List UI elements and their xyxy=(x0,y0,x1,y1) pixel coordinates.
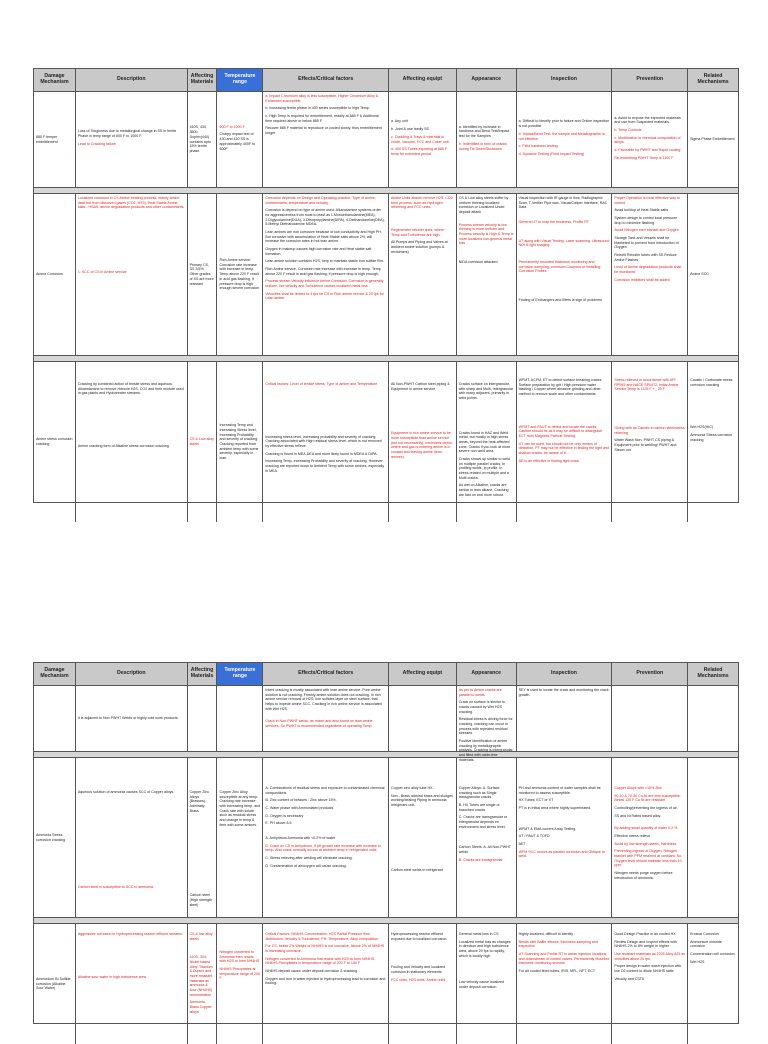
mechanism-name: Amine Corrosion xyxy=(34,194,76,355)
text-line: Retrofit Reboiler tubes with SS Reduce Amine Flashes xyxy=(614,253,677,262)
effects-cell xyxy=(263,92,389,187)
equipment-cell xyxy=(389,362,457,522)
text-line: Oxygen and Iron in water injected to Hydroprocessing lead to corrosion and fouling. xyxy=(265,976,386,986)
text-line: All Non-PWHT Carbon steel piping & Equipment in amine service xyxy=(390,382,450,391)
appearance-cell xyxy=(457,686,517,762)
text-line: Carbon steel welds in refrigerant xyxy=(390,867,443,872)
text-line: NH4HS deposit cause under deposit corrosion & cracking. xyxy=(265,969,359,974)
text-line: Cracking is found in MEA,DEA and more likely found in MDEA & DIPA. xyxy=(265,451,378,456)
appearance-cell xyxy=(457,362,517,522)
text-line: Regenerator reboiler lines, where Temp and Turbulence are high. xyxy=(390,228,445,237)
text-line: General metal loss in CS xyxy=(458,932,499,936)
header-affecting-equipt: Affecting equipt xyxy=(389,663,457,685)
text-line: Low velocity cause localized under deposit corrosion. xyxy=(458,980,504,990)
text-line: NIDA corrosion attacked xyxy=(458,260,498,265)
inspection-cell xyxy=(517,92,613,187)
text-line: UT along with Visual Testing. Laser scanning. Ultrasound NDI & light imaging xyxy=(518,238,610,248)
text-line: c. Modification in chemical composition of alloys xyxy=(614,135,681,145)
text-line: Lean amines are non corrosive because of low conductivity and High PH. But corrosive with accumulation of Heat Stable salts above 2%, will increase the corrosion rates in hot lean amine. xyxy=(265,230,382,244)
text-line: Carbon steel (High strength steel) xyxy=(189,893,213,907)
text-line: Copper Zinc Alloys (Brasses), Admiralty Brass xyxy=(189,790,210,813)
text-line: Preventing ingress of Oxygen. Nitrogen blanket with PPM retained at constant. So, Oxygen level should maintain less than 10 ppm xyxy=(614,849,683,868)
text-line: E. PH above 8.5 xyxy=(265,821,292,826)
text-line: WFM SCC occurs as parallel corrosion and Oblique to weld. xyxy=(518,849,605,859)
materials-cell xyxy=(188,686,218,751)
temperature-cell xyxy=(217,924,263,1044)
text-line: Caustic / Carbonate stress corrosion cracking xyxy=(690,378,733,387)
text-line: D. Contamination of air/oxygen will cause cracking. xyxy=(265,863,347,868)
temperature-cell xyxy=(217,758,263,917)
effects-cell xyxy=(263,924,389,1044)
text-line: Copper Alloys: A. Surface cracking such as Single transgranular cracks xyxy=(458,786,500,800)
text-line: Critical Factors: NH4HS Concentration, H2S Partial Pressure flow distribution, Velocity & Turbulence, PH, Temperature, Alloy composition xyxy=(265,932,379,941)
text-line: Recover 885 F material to reproduce or cooled slowly, thus embrittlement longer xyxy=(265,126,382,136)
header-inspection: Inspection xyxy=(517,663,613,685)
table-row xyxy=(34,194,738,356)
text-line: d. Favorable by PWHT and Rapid cooling xyxy=(614,148,681,152)
text-line: B. HX Tubes are single or branched cracks xyxy=(458,803,500,812)
text-line: For CS, below 2% Weight of NH4HS is not corrosive, Above 2% of NH4HS is increasing corrosive. xyxy=(265,944,385,954)
text-line: For air cooled fined tubes, IRIS, MFL, NFT, ECT xyxy=(518,969,596,974)
temperature-cell xyxy=(217,686,263,751)
text-line: AET xyxy=(518,842,526,847)
related-cell xyxy=(688,924,738,1044)
text-line: CS & Low alloy steels suffer by uniform thinning localized corrosion or Localized Under deposit attack xyxy=(458,196,509,215)
text-line: Wet H2S(HIC) xyxy=(690,425,714,430)
text-line: C. Water phase with Ammoniated products xyxy=(265,806,334,811)
related-cell: Sigma Phase Embrittlement xyxy=(690,137,735,142)
text-line: All Pumps and Piping and Valves at ambient amine solution (pumps & reclaimers) xyxy=(390,240,448,254)
header-prevention: Prevention xyxy=(612,69,688,91)
header-prevention: Prevention xyxy=(612,663,688,685)
temperature-cell xyxy=(217,92,263,187)
table-row xyxy=(34,362,738,522)
text-line: Nitrogen converted to Ammonia that reacts with H2S to form NH4HS. NH4HS Precipitates in temperature range of 200 F to 150 F xyxy=(265,956,376,966)
table-row xyxy=(34,924,738,1044)
related-cell xyxy=(688,758,738,917)
text-line: FCC units, H2S units, Amine units. xyxy=(390,977,447,982)
text-line: Good Design Practice in air cooled HX xyxy=(614,932,676,936)
text-line: Positive identification of amine cracking by metallographic analysis. Cracking is intergranular and filled with oxide-free materials. xyxy=(458,739,513,762)
mechanism-name: Ammonium Bi-Sulfide corrosion (Alkaline Sour Water) xyxy=(34,924,76,1044)
text-line: Amine Units absorb remove H2S, CO2 from process, such as Hydrogen reforming and FCC units. xyxy=(390,196,453,210)
header-effects: Effects/Critical factors xyxy=(263,69,389,91)
header-affecting-materials: Affecting Materials xyxy=(188,69,218,91)
related-cell: Amine SCC xyxy=(690,272,709,277)
text-line: Highly localized, difficult to identify xyxy=(518,932,574,936)
text-line: CS & low alloy steels xyxy=(189,932,213,941)
text-line: Localized corrosion in CS Amine treating process, mainly amine itself but from dissolved gases (CO2, H2S), Heat Stable Amine salts - HSAS, amine degradation products and other contaminants. xyxy=(77,196,185,210)
table-header xyxy=(34,663,738,686)
text-line: WFMT & EMA current Array Testing. xyxy=(518,826,577,831)
text-line: b. Increasing ferrite phase in 400 series susceptible to high Temp. xyxy=(265,106,370,111)
text-line: Velocities shall be limited to 3 fps for CS in Rich amine service & 20 fps for Lean amine. xyxy=(265,291,384,301)
effects-cell xyxy=(263,758,389,917)
text-line: Non - Brass admiral brass and sludges working/dealing Piping in ammonia refrigerant unit. xyxy=(390,793,453,808)
materials-cell: Primary CS, SS 2/5%, Other grades of SS are more resistant xyxy=(188,194,218,355)
text-line: Aggressive corrosion in Hydroprocessing reactor effluent streams. xyxy=(77,932,183,936)
text-line: Avoid by low strength steels, Hardness. xyxy=(614,841,678,846)
text-line: A. Anhydrous Ammonia with <0.2% of water xyxy=(265,836,336,841)
description-cell: It is adjacent to Non PWHT Welds or highly cold work products. xyxy=(76,686,188,751)
text-line: SS and Ni Rated based alloy. xyxy=(614,813,662,818)
prevention-cell xyxy=(612,362,688,522)
text-line: Review Design and Inspect effects with NH4HS 2% to 8% weight in higher. xyxy=(614,939,677,949)
table-row xyxy=(34,92,738,188)
text-line: Intent cracking is mostly associated with lean amine service. Pure amine solution is not cracking, Freshly amine solution does not cracking. In rich amine service removal of H2S, iron sulfides layer on steel surface, that helps to impede amine SCC. Cracking in rich amine service is associated with Wet H2S. xyxy=(265,688,382,711)
equipment-cell xyxy=(389,686,457,751)
text-line: Process stream Velocity influence Amine Corrosion. Corrosion is generally uniform, but velocity and Turbulence causes localized metal loss. xyxy=(265,279,384,289)
text-line: Aqueous solution of ammonia causes SCC of Copper alloys. xyxy=(77,790,175,794)
header-appearance: Appearance xyxy=(457,69,517,91)
text-line: Rich Amine service, Corrosion rate increase with increase in temp. Temp above 220 F result in acid gas flashing, if pressure drop is high enough. xyxy=(265,267,381,276)
header-temperature-range: Temperature range xyxy=(217,663,263,685)
text-line: CS & Low alloy steels xyxy=(189,437,214,446)
text-line: Increasing stress level, increasing probability and severity of cracking. Cracking associated with High residual stress level, which is not removed by effective stress relieve. xyxy=(265,434,382,449)
text-line: 90-10 & 70-30 Cu-Ni are less susceptible. Below 130 F Cu Ni are resistant xyxy=(614,793,681,803)
text-line: Stress relieved in accordance with API RP945 and NACE SP0472. Initial Amine Service Temp is 1125 F +_ 25 F xyxy=(614,378,679,392)
text-line: c. High Temp is required for embrittlement, readily at 885 F & Additional time required above or below 885 F xyxy=(265,114,379,123)
text-line: B. Cracks are transgranular xyxy=(458,857,503,862)
sheet-page-2 xyxy=(33,662,739,1024)
mechanism-name: Ammonia Stress corrosion cracking xyxy=(34,758,76,917)
prevention-cell xyxy=(612,758,688,917)
inspection-cell xyxy=(517,362,613,522)
inspection-cell xyxy=(517,194,613,355)
text-line: Water Wash Non- PWHT CS piping & Equipment prior to welding/ PWHT and Steam out xyxy=(614,438,677,452)
text-line: a. Identified by increase in hardness and Bend Test/Impact test for the Samples xyxy=(458,124,510,139)
table-header xyxy=(34,69,738,92)
text-line: b. Impact/Bend Test, the sample and Metallographic is not effective xyxy=(518,131,605,141)
text-line: Permanently mounted thickness monitoring and corrosion sampling, corrosion Coupons or Installing Corrosion Probes xyxy=(518,260,601,274)
appearance-cell xyxy=(457,194,517,355)
text-line: Carbon steel is susceptible to SCC in ammonia. xyxy=(77,884,154,889)
text-line: Ammonia Brass Copper alloys xyxy=(189,1000,212,1014)
text-line: General UT to map the thickness, Profile RT xyxy=(518,220,589,225)
text-line: d. 400 SS Tubes exposing at 885 F temp for extended period xyxy=(390,147,448,156)
text-line: Lean amine solution contains H2S, help to maintain stable iron sulfide film. xyxy=(265,259,384,264)
text-line: Crack in Non-PWHT welds, as mixed and also found on lean amine services. So PWHT is recommended regardless of operating Temp. xyxy=(265,719,373,729)
materials-cell xyxy=(188,362,218,522)
related-cell xyxy=(688,686,738,751)
text-line: b. Temp Controls xyxy=(614,127,642,132)
text-line: Nitrogen needs purge oxygen before introduction of ammonia. xyxy=(614,871,673,880)
header-effects: Effects/Critical factors xyxy=(263,663,389,685)
text-line: d. Dynamic Testing (Field Impact Testing) xyxy=(518,151,585,156)
text-line: Residual stress is driving force for cracking, cracking can occur in process with repeated residual stresses. xyxy=(458,717,513,736)
text-line: UT Scanning and Profile RT in areas injection locations and downstream of control valves, Permanently Mounted thickness monitoring sensors xyxy=(518,952,610,966)
text-line: Hydroprocessing reactor effluent exposed due to localized corrosion. xyxy=(390,932,448,941)
header-damage-mechanism: Damage Mechanism xyxy=(34,69,76,91)
text-line: Wet H2S xyxy=(690,959,705,964)
inspection-cell xyxy=(517,758,613,917)
text-line: By adding small quantity of water 0.2 % xyxy=(614,826,678,831)
text-line: B. Zinc content of brasses : Zinc above 15%. xyxy=(265,798,337,803)
text-line: Controlling/preventing the ingress of air. xyxy=(614,806,678,811)
description-cell xyxy=(76,362,188,522)
text-line: Use resistant materials as 2205 Alloy 825 as velocities about 20 fps xyxy=(614,952,686,961)
text-line: UT can be used, but should not be only means of detection. PT may not be effective in finding the tight and shallow cracks, be aware of it. xyxy=(518,441,609,456)
text-line: Re-embrittling PWHT Temp is 1100 F xyxy=(614,155,674,160)
text-line: Lead to Cracking failure xyxy=(77,141,116,146)
equipment-cell xyxy=(389,924,457,1044)
text-line: B. Crack on CS in Anhydrous, if pH growth rate increase with increase in temp, Also crack normally occurs at ambient temp in refrigerated units. xyxy=(265,843,381,853)
text-line: C. Cracks are transgranular or intergranular depends on environment and stress level. xyxy=(458,815,508,829)
header-temperature-range: Temperature range xyxy=(217,69,263,91)
text-line: Storage Tank and Vessels shall be blanketed to prevent from introduction of Oxygen xyxy=(614,236,679,250)
text-line: As per to Amine cracks are parallel to welds xyxy=(458,688,502,697)
equipment-cell xyxy=(389,92,457,187)
text-line: System design to control local pressure drop to minimize flashing xyxy=(614,216,678,225)
text-line: Cracks surface on intergranular, with sharp and Multi, Intergranular with many adjacent, primarily in weld points. xyxy=(458,382,514,401)
text-line: Concentration cell corrosion xyxy=(690,952,735,957)
header-appearance: Appearance xyxy=(457,663,517,685)
header-inspection: Inspection xyxy=(517,69,613,91)
table-row xyxy=(34,758,738,918)
text-line: NH4HS Precipitates at temperature range of 200 F xyxy=(219,967,261,981)
header-damage-mechanism: Damage Mechanism xyxy=(34,663,76,685)
header-related-mechanisms: Related Mechanisms xyxy=(697,667,729,679)
text-line: Bends with Baffle elbows, thickness sampling and inspection xyxy=(518,939,598,949)
text-line: Charpy impact test of 430 and 410 SS is approximately 400F to 600F xyxy=(219,132,256,151)
text-line: Cracks shows up similar to weld on multiple parallel cracks, In profiling welds, Ip profile, In stress-related on multiple and a Multi cracks. xyxy=(458,457,510,480)
text-line: PT is in Initial area where highly superheated. xyxy=(518,806,592,811)
text-line: Nitrogen converted to Ammonia then reacts with H2S to form NH4HS xyxy=(219,950,260,964)
description-cell xyxy=(76,758,188,917)
text-line: Copper Zinc Alloy susceptible at any temp. Cracking rate increase with increasing temp, and Crack rate with solute such as residual stress and change in temp & time with some amines. xyxy=(219,790,261,827)
header-affecting-materials: Affecting Materials xyxy=(188,663,218,685)
text-line: Ammonia Stress corrosion cracking xyxy=(690,433,733,442)
text-line: As wet on Alkaline, cracks are similar in lean alkane, Cracking are fast on and more robust. xyxy=(458,483,509,497)
materials-cell: 410S, 430, 3600, Duplex(440) contains upto 15% ferrite phase xyxy=(188,92,218,187)
text-line: A. Combinations of residual stress and exposure to contaminated chemical compositions. xyxy=(265,786,385,795)
text-line: PH and ammonia content of water samples shall be monitored to assess susceptible. xyxy=(518,786,601,795)
text-line: 410S, 304, Nickel based Alloy, Titanium & Duplex and more resistant materials as ammonia & sour (NH4HS) concentration xyxy=(189,955,213,997)
text-line: Crack on surface is similar to cracks caused by Wet H2S cracking. xyxy=(458,700,505,714)
text-line: Erosion Corrosion xyxy=(690,932,719,936)
text-line: Copper zinc alloy tube HX. xyxy=(390,786,434,790)
text-line: Copper Alloys with >15% Zinc xyxy=(614,786,662,790)
text-line: Fouling and Velocity and localized corrosion in stationary elements xyxy=(390,965,446,975)
equipment-cell xyxy=(389,194,457,355)
text-line: c. Field hardness testing xyxy=(518,144,558,149)
text-line: Corrosion is depend on type of amine used. Alkanolamine systems order for aggressiveness from most to least as 1.Monoethanolamine(MEA), 2.Diglycolamine(DGA), 3.Diisopropylamine(DIPA), 4.Diethanolamine(DEA), 5.Methyl Diethanolamine MDEA. xyxy=(265,208,385,227)
description-cell xyxy=(76,924,188,1044)
equipment-cell xyxy=(389,758,457,917)
text-line: a. Avoid to expose the expected materials and use from Suspected materials. xyxy=(614,115,681,125)
text-line: UT / PAUT & TOFD xyxy=(518,834,550,839)
text-line: Corrosion depends on Design and Operating practice, Type of amine, contaminants, temperature and velocity. xyxy=(265,196,376,205)
text-line: Increasing Temp, increasing Probability and severity of cracking. However cracking are reported down to Ambient Temp with some amines, especially in MEA. xyxy=(265,459,385,473)
prevention-cell xyxy=(612,924,688,1044)
header-affecting-equipt: Affecting equipt xyxy=(389,69,457,91)
text-line: Cracking by combined action of tensile stress and aqueous Alkanolamine to remove Hdrovle H2S, CO2 and their mixture used in gas plants and Hydrotreater streams. xyxy=(77,382,184,396)
inspection-cell xyxy=(517,924,613,1044)
text-line: AE is an effective in finding tight crack. xyxy=(518,458,581,463)
text-line: a. Any unit xyxy=(390,119,408,124)
text-line: b. Indentified in form of cracks during Tie Down/Shutdown xyxy=(458,141,507,151)
text-line: Cracks found in HAZ and Weld metal, but mostly in high stress areas, beyond the heat-affected zone. Cracks if you look at more severe non weld area. xyxy=(458,430,511,454)
text-line: Velocity and CST6 xyxy=(614,976,644,981)
text-line: Level of Amine degradation products shall be monitored xyxy=(614,265,682,275)
text-line: Corrosion inhibitors shall be added xyxy=(614,277,670,282)
text-line: c. Cladding & Trays & Internals in crude, Vacuum, FCC and Coker unit. xyxy=(390,134,450,144)
header-description: Description xyxy=(76,663,188,685)
prevention-cell xyxy=(612,686,688,751)
text-line: Critical factors: Level of tensile stress, Type of amine and Temperature xyxy=(265,382,378,386)
description-cell xyxy=(76,92,188,187)
materials-cell xyxy=(188,758,218,917)
text-line: Amine cracking form of Alkaline stress corrosion cracking xyxy=(77,444,169,449)
text-line: Proper Operation is most effective way to control xyxy=(614,196,680,205)
mechanism-name xyxy=(34,686,76,751)
text-line: Proper design in water wash injection with low O2 content to dilute NH4HS salts xyxy=(614,964,682,974)
text-line: a. Impact Chromium alloy is less susceptible, Higher Chromium Alloy & Enhanced susceptible. xyxy=(265,94,379,103)
text-line: Avoid Nitrogen inert blanket and Oxygen xyxy=(614,228,679,233)
temperature-cell: Increasing Temp and Increasing Stress level, Increasing Probability and severity of cracking. Cracking reported from ambient temp with some severity, especially in lean. xyxy=(217,362,263,522)
text-line: HX Tubes: ECT or VT xyxy=(518,798,554,803)
text-line: Carbon Steels: A. All Non-PWHT welds xyxy=(458,845,511,855)
sheet-page-1 xyxy=(33,68,739,503)
prevention-cell xyxy=(612,92,688,187)
prevention-cell xyxy=(612,194,688,355)
text-line: Oxygen in makeup causes high corrosion rate and Heat stable salt formation. xyxy=(265,247,372,256)
effects-cell xyxy=(263,362,389,522)
text-line: Avoid buildup of Heat Stable salts xyxy=(614,208,669,213)
effects-cell xyxy=(263,686,389,751)
table-row xyxy=(34,686,738,762)
text-line: 1. SCC of CS in Amine service xyxy=(77,270,127,275)
appearance-cell xyxy=(457,758,517,917)
text-line: Alkaline sour water in high turbulence area xyxy=(77,974,146,979)
text-line: Process stream velocity is low thinning is more uniform and Process velocity is High & Temp is more localized non-general metal loss xyxy=(458,222,514,246)
inspection-cell: SEY is used to locate the crack and monitoring the crack growth. xyxy=(517,686,613,751)
appearance-cell xyxy=(457,924,517,1044)
text-line: Fouling of Exchangers and filters is sign of problems xyxy=(518,298,602,303)
text-line: a. Difficult to identify prior to failure and Online inspection is not possible xyxy=(518,119,610,129)
text-line: Loss of Toughness due to metallurgical change in SS in ferrite Phase in temp range of 600 F to 1000 F. xyxy=(77,129,177,139)
text-line: Ammonium chloride corrosion xyxy=(690,939,722,949)
materials-cell xyxy=(188,924,218,1044)
effects-cell xyxy=(263,194,389,355)
mechanism-name: Amine stress corrosion cracking xyxy=(34,362,76,522)
appearance-cell xyxy=(457,92,517,187)
text-line: Localized metal loss as changes in direction and high turbulence area, above 20 fps to rapidly, which is locally high xyxy=(458,939,511,958)
text-line: 600 F to 1000 F xyxy=(219,124,245,129)
text-line: C. Stress relieving after welding will eliminate cracking. xyxy=(265,856,353,861)
header-description: Description xyxy=(76,69,188,91)
description-cell xyxy=(76,194,188,355)
text-line: Giving with as Caustic in carbon steel/stress relieving xyxy=(614,426,685,435)
text-line: b. Joint & use family SS xyxy=(390,127,429,132)
temperature-cell: Rich Amine service: Corrosion rate increase with increase in temp. Temp above 220 F result in acid gas flashing, if pressure drop is high enough severe corrosion xyxy=(217,194,263,355)
text-line: WFMT and PAUT to detect and locate the cracks. Caution should be as it may be difficult to distinguish ECT from Magnetic Particle Testing. xyxy=(518,424,603,439)
text-line: Visual inspection with IR gauge in flow, Radiographic Scan, T-Verifier Pipe wax, Visual/Caliper Interface, RAC Data xyxy=(518,196,608,210)
mechanism-name: 885 F temper embrittlement xyxy=(34,92,76,187)
text-line: WFMT, ACFM, ET to detect surface breaking cracks. Surface preparation by grit / High pressure water blasting / Copper wheel abrasive grinding and other method to remove scale and other contaminants. xyxy=(518,378,603,397)
text-line: Effective stress relieve xyxy=(614,834,651,839)
text-line: D. Oxygen is necessary xyxy=(265,813,304,818)
header-related-mechanisms: Related Mechanisms xyxy=(697,73,729,85)
text-line: Equipment in rich amine service to be more susceptible than amine service (but not necessarily), minimizes stress where and gas is entering amine is in contact and leaving amine (lean amines). xyxy=(390,431,452,459)
related-cell xyxy=(688,362,738,522)
